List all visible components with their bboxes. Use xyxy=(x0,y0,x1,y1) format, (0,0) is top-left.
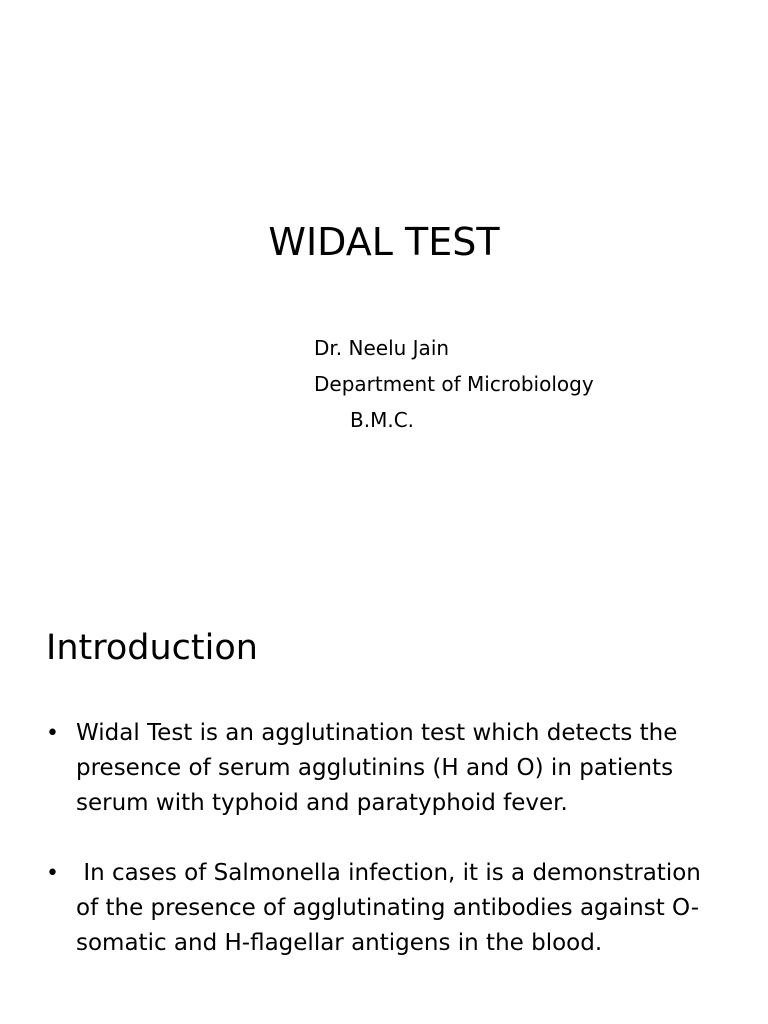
slide-heading: Introduction xyxy=(46,628,258,668)
slide-title: WIDAL TEST xyxy=(268,220,500,264)
slide-subtitle xyxy=(314,330,594,438)
bullet-icon: • xyxy=(46,861,59,886)
bullet-item xyxy=(46,716,726,821)
bullet-list xyxy=(46,716,726,996)
bullet-text: Widal Test is an agglutination test which detects the presence of serum agglutinins (H and O) in patients serum with typhoid and paratyphoid fever. xyxy=(76,720,678,816)
author-name: Dr. Neelu Jain xyxy=(314,336,450,360)
bullet-icon: • xyxy=(46,721,59,746)
department-name: Department of Microbiology xyxy=(314,372,594,396)
introduction-slide xyxy=(0,576,768,1024)
institution-name: B.M.C. xyxy=(350,408,415,432)
bullet-item xyxy=(46,856,726,961)
bullet-text: In cases of Salmonella infection, it is a demonstration of the presence of agglutinating antibodies against O- somatic and H-flagellar antigens in the blood. xyxy=(76,860,709,956)
